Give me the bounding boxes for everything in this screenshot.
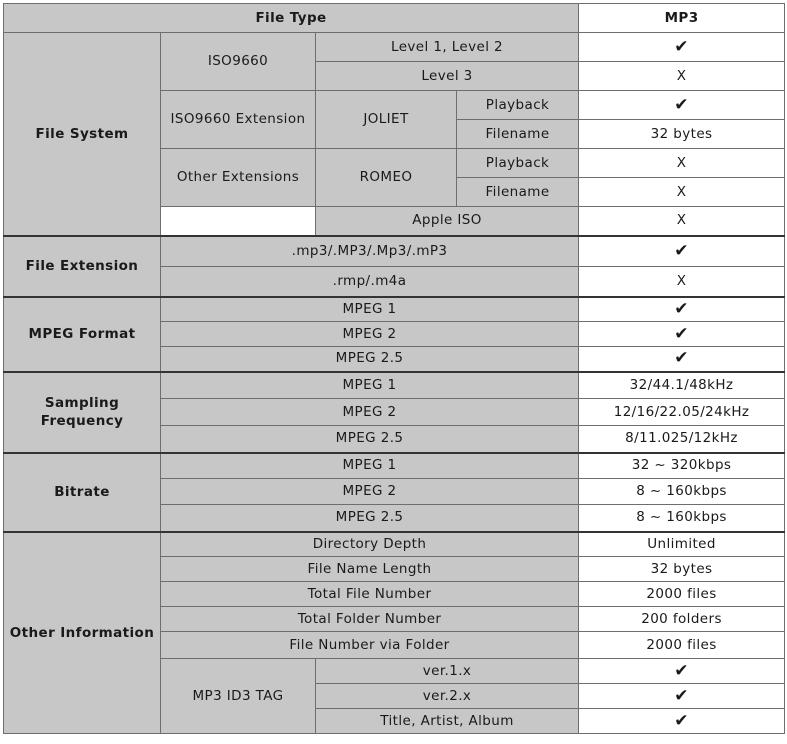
cross-mark: X <box>579 62 785 91</box>
check-icon: ✔ <box>579 684 785 709</box>
other-info-label: File Name Length <box>161 557 579 582</box>
romeo-playback-label: Playback <box>457 149 579 178</box>
joliet-label: JOLIET <box>316 91 457 149</box>
sampling-label: MPEG 2.5 <box>161 426 579 453</box>
joliet-filename-value: 32 bytes <box>579 120 785 149</box>
check-icon: ✔ <box>579 236 785 267</box>
check-icon: ✔ <box>579 297 785 322</box>
mpeg-format-item: MPEG 1 <box>161 297 579 322</box>
bitrate-label: MPEG 1 <box>161 453 579 479</box>
other-information-category: Other Information <box>4 532 161 734</box>
romeo-label: ROMEO <box>316 149 457 207</box>
bitrate-value: 32 ~ 320kbps <box>579 453 785 479</box>
mp3-header: MP3 <box>579 4 785 33</box>
check-icon: ✔ <box>579 347 785 372</box>
cross-mark: X <box>579 207 785 236</box>
mp3-spec-table <box>3 3 785 734</box>
bitrate-category: Bitrate <box>4 453 161 532</box>
check-icon: ✔ <box>579 91 785 120</box>
apple-iso-label: Apple ISO <box>316 207 579 236</box>
header-row <box>4 4 785 33</box>
bitrate-value: 8 ~ 160kbps <box>579 479 785 505</box>
cross-mark: X <box>579 178 785 207</box>
file-system-category: File System <box>4 33 161 236</box>
mpeg-format-item: MPEG 2.5 <box>161 347 579 372</box>
check-icon: ✔ <box>579 709 785 734</box>
sampling-label: MPEG 2 <box>161 399 579 426</box>
file-type-header: File Type <box>4 4 579 33</box>
other-info-value: Unlimited <box>579 532 785 557</box>
id3-item: ver.2.x <box>316 684 579 709</box>
sampling-value: 8/11.025/12kHz <box>579 426 785 453</box>
iso9660-label: ISO9660 <box>161 33 316 91</box>
mpeg-format-item: MPEG 2 <box>161 322 579 347</box>
table-row <box>4 236 785 267</box>
sampling-value: 12/16/22.05/24kHz <box>579 399 785 426</box>
other-extensions-label: Other Extensions <box>161 149 316 207</box>
check-icon: ✔ <box>579 33 785 62</box>
id3-item: Title, Artist, Album <box>316 709 579 734</box>
cross-mark: X <box>579 267 785 297</box>
id3-tag-label: MP3 ID3 TAG <box>161 659 316 734</box>
mp3-extension-label: .mp3/.MP3/.Mp3/.mP3 <box>161 236 579 267</box>
other-info-value: 32 bytes <box>579 557 785 582</box>
check-icon: ✔ <box>579 659 785 684</box>
rmp-extension-label: .rmp/.m4a <box>161 267 579 297</box>
other-info-label: Directory Depth <box>161 532 579 557</box>
bitrate-value: 8 ~ 160kbps <box>579 505 785 532</box>
sampling-frequency-category: Sampling Frequency <box>4 372 161 453</box>
other-info-label: Total File Number <box>161 582 579 607</box>
other-info-value: 2000 files <box>579 632 785 659</box>
check-icon: ✔ <box>579 322 785 347</box>
other-info-value: 2000 files <box>579 582 785 607</box>
level-1-2-label: Level 1, Level 2 <box>316 33 579 62</box>
table-row <box>4 453 785 479</box>
file-extension-category: File Extension <box>4 236 161 297</box>
iso9660-extension-label: ISO9660 Extension <box>161 91 316 149</box>
cross-mark: X <box>579 149 785 178</box>
other-info-value: 200 folders <box>579 607 785 632</box>
sampling-value: 32/44.1/48kHz <box>579 372 785 399</box>
sampling-label: MPEG 1 <box>161 372 579 399</box>
table-row <box>4 532 785 557</box>
mpeg-format-category: MPEG Format <box>4 297 161 372</box>
bitrate-label: MPEG 2 <box>161 479 579 505</box>
table-row <box>4 33 785 62</box>
other-info-label: File Number via Folder <box>161 632 579 659</box>
bitrate-label: MPEG 2.5 <box>161 505 579 532</box>
level-3-label: Level 3 <box>316 62 579 91</box>
joliet-playback-label: Playback <box>457 91 579 120</box>
joliet-filename-label: Filename <box>457 120 579 149</box>
romeo-filename-label: Filename <box>457 178 579 207</box>
other-info-label: Total Folder Number <box>161 607 579 632</box>
table-row <box>4 297 785 322</box>
table-row <box>4 372 785 399</box>
id3-item: ver.1.x <box>316 659 579 684</box>
